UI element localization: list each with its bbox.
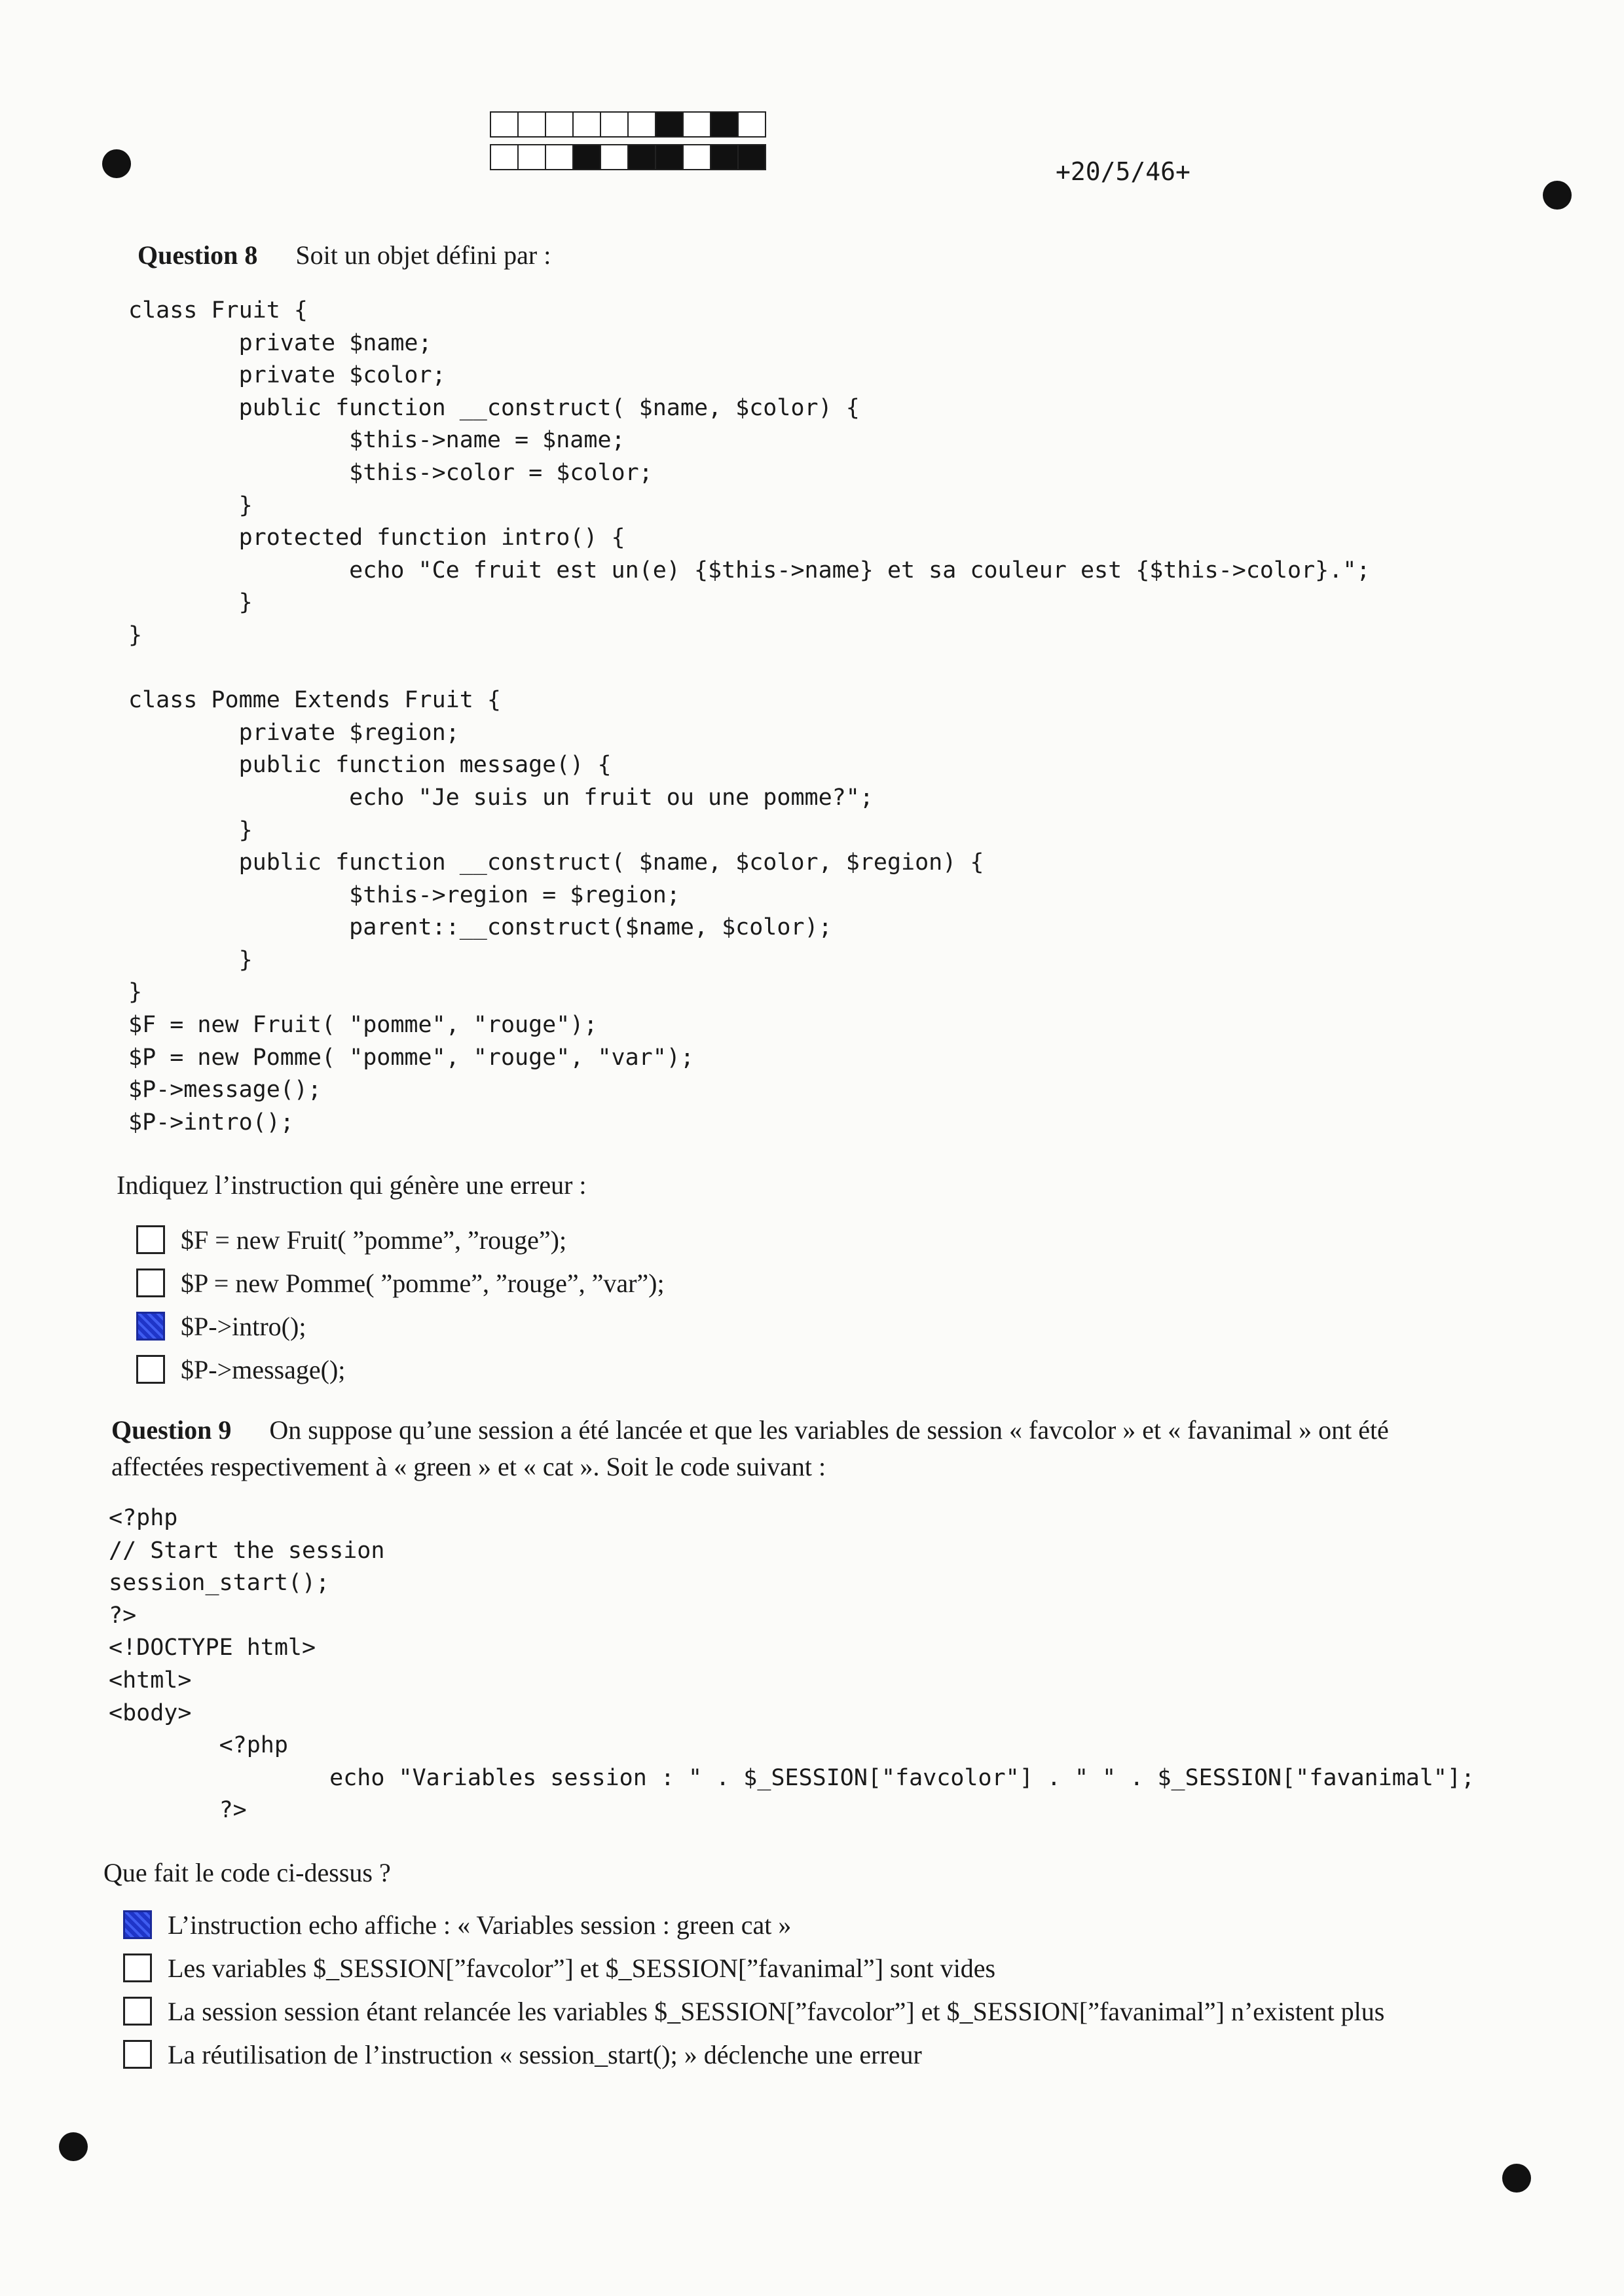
- checkbox[interactable]: [123, 1997, 152, 2026]
- answer-choice[interactable]: [136, 1348, 665, 1391]
- code-line: private $color;: [128, 362, 446, 389]
- code-line: $P = new Pomme( "pomme", "rouge", "var");: [128, 1044, 694, 1071]
- registration-mark-top-right: [1543, 181, 1572, 210]
- code-line: class Fruit {: [128, 297, 308, 324]
- answer-choice-label: Les variables $_SESSION[”favcolor”] et $_SESSION[”favanimal”] sont vides: [168, 1953, 996, 1983]
- id-grid-row: [490, 111, 765, 140]
- answer-choice-label: La session session étant relancée les variables $_SESSION[”favcolor”] et $_SESSION[”favanimal”] n’existent plus: [168, 1996, 1385, 2026]
- code-line: $this->region = $region;: [128, 881, 680, 908]
- code-line: <html>: [109, 1667, 192, 1694]
- checkbox[interactable]: [136, 1225, 165, 1254]
- checkbox-checked[interactable]: [123, 1910, 152, 1939]
- id-grid-cell-filled: [655, 144, 684, 170]
- answer-choice[interactable]: [123, 1903, 1384, 1946]
- question-8-heading: [138, 240, 551, 270]
- code-line: public function message() {: [128, 752, 612, 779]
- id-grid-cell-empty: [600, 111, 629, 138]
- code-line: $P->intro();: [128, 1109, 294, 1136]
- checkbox-checked[interactable]: [136, 1312, 165, 1341]
- id-grid-cell-filled: [572, 144, 601, 170]
- question-intro: Soit un objet défini par :: [295, 240, 551, 270]
- id-grid-cell-empty: [490, 111, 519, 138]
- answer-choice[interactable]: [123, 2033, 1384, 2076]
- question-label: Question 9: [111, 1415, 232, 1445]
- question-intro: On suppose qu’une session a été lancée et que les variables de session « favcolor » et « favanimal » ont été: [269, 1415, 1389, 1445]
- code-line: $this->color = $color;: [128, 459, 653, 486]
- id-grid-cell-empty: [737, 111, 766, 138]
- question-9-code: [109, 1502, 1475, 1827]
- id-grid-cell-empty: [627, 111, 656, 138]
- id-grid-cell-empty: [682, 144, 711, 170]
- question-9-heading: [111, 1415, 1519, 1445]
- code-line: }: [128, 946, 253, 973]
- question-8-prompt: Indiquez l’instruction qui génère une erreur :: [117, 1170, 587, 1200]
- answer-choice[interactable]: [123, 1990, 1384, 2033]
- code-line: echo "Ce fruit est un(e) {$this->name} et sa couleur est {$this->color}.";: [128, 557, 1371, 583]
- code-line: <?php: [109, 1732, 288, 1759]
- answer-choice[interactable]: [136, 1218, 665, 1261]
- question-9-intro-continued: affectées respectivement à « green » et « cat ». Soit le code suivant :: [111, 1452, 826, 1481]
- code-line: ?>: [109, 1797, 247, 1824]
- question-label: Question 8: [138, 240, 258, 270]
- code-line: parent::__construct($name, $color);: [128, 914, 832, 941]
- id-grid-cell-empty: [545, 144, 574, 170]
- checkbox[interactable]: [136, 1268, 165, 1297]
- code-line: protected function intro() {: [128, 525, 625, 551]
- registration-mark-top-left: [102, 149, 131, 178]
- question-8-choices: [136, 1218, 665, 1391]
- page-code: +20/5/46+: [1056, 157, 1190, 186]
- code-line: $this->name = $name;: [128, 427, 625, 454]
- code-line: }: [128, 817, 253, 843]
- code-line: public function __construct( $name, $color, $region) {: [128, 849, 984, 876]
- id-grid-cell-filled: [655, 111, 684, 138]
- code-line: public function __construct( $name, $color) {: [128, 394, 860, 421]
- id-grid-cell-empty: [572, 111, 601, 138]
- code-line: class Pomme Extends Fruit {: [128, 687, 501, 714]
- code-line: }: [128, 621, 143, 648]
- id-grid-cell-empty: [545, 111, 574, 138]
- code-line: }: [128, 589, 253, 616]
- registration-mark-bottom-left: [59, 2132, 88, 2161]
- id-grid-cell-empty: [517, 144, 546, 170]
- answer-choice-label: La réutilisation de l’instruction « session_start(); » déclenche une erreur: [168, 2039, 922, 2069]
- question-9-prompt: Que fait le code ci-dessus ?: [103, 1858, 391, 1887]
- question-9-choices: [123, 1903, 1384, 2076]
- code-line: // Start the session: [109, 1537, 385, 1564]
- id-grid-cell-empty: [682, 111, 711, 138]
- code-line: session_start();: [109, 1570, 330, 1597]
- id-grid-cell-filled: [737, 144, 766, 170]
- code-line: }: [128, 492, 253, 519]
- id-grid-cell-filled: [710, 144, 739, 170]
- code-line: echo "Variables session : " . $_SESSION["favcolor"] . " " . $_SESSION["favanimal"];: [109, 1764, 1475, 1791]
- code-line: $F = new Fruit( "pomme", "rouge");: [128, 1012, 598, 1039]
- code-line: <body>: [109, 1699, 192, 1726]
- code-line: <!DOCTYPE html>: [109, 1635, 316, 1661]
- id-grid-cell-filled: [710, 111, 739, 138]
- answer-choice-label: $P->intro();: [181, 1311, 306, 1341]
- code-line: private $name;: [128, 329, 432, 356]
- code-line: $P->message();: [128, 1077, 322, 1103]
- code-line: ?>: [109, 1602, 137, 1629]
- answer-choice-label: $F = new Fruit( ”pomme”, ”rouge”);: [181, 1225, 567, 1255]
- id-code-grid: [490, 111, 765, 177]
- code-line: private $region;: [128, 719, 460, 746]
- checkbox[interactable]: [123, 2040, 152, 2069]
- code-line: <?php: [109, 1505, 178, 1531]
- answer-choice[interactable]: [136, 1261, 665, 1305]
- answer-choice[interactable]: [136, 1305, 665, 1348]
- question-8-code: [128, 295, 1370, 1139]
- id-grid-cell-filled: [627, 144, 656, 170]
- code-line: echo "Je suis un fruit ou une pomme?";: [128, 784, 874, 811]
- code-line: [128, 652, 1370, 685]
- id-grid-cell-empty: [490, 144, 519, 170]
- answer-choice[interactable]: [123, 1946, 1384, 1990]
- code-line: }: [128, 979, 143, 1006]
- checkbox[interactable]: [136, 1355, 165, 1384]
- answer-choice-label: L’instruction echo affiche : « Variables session : green cat »: [168, 1910, 792, 1940]
- answer-choice-label: $P = new Pomme( ”pomme”, ”rouge”, ”var”);: [181, 1268, 665, 1298]
- id-grid-cell-empty: [517, 111, 546, 138]
- checkbox[interactable]: [123, 1953, 152, 1982]
- answer-choice-label: $P->message();: [181, 1354, 346, 1384]
- registration-mark-bottom-right: [1502, 2164, 1531, 2193]
- id-grid-cell-empty: [600, 144, 629, 170]
- id-grid-row: [490, 144, 765, 173]
